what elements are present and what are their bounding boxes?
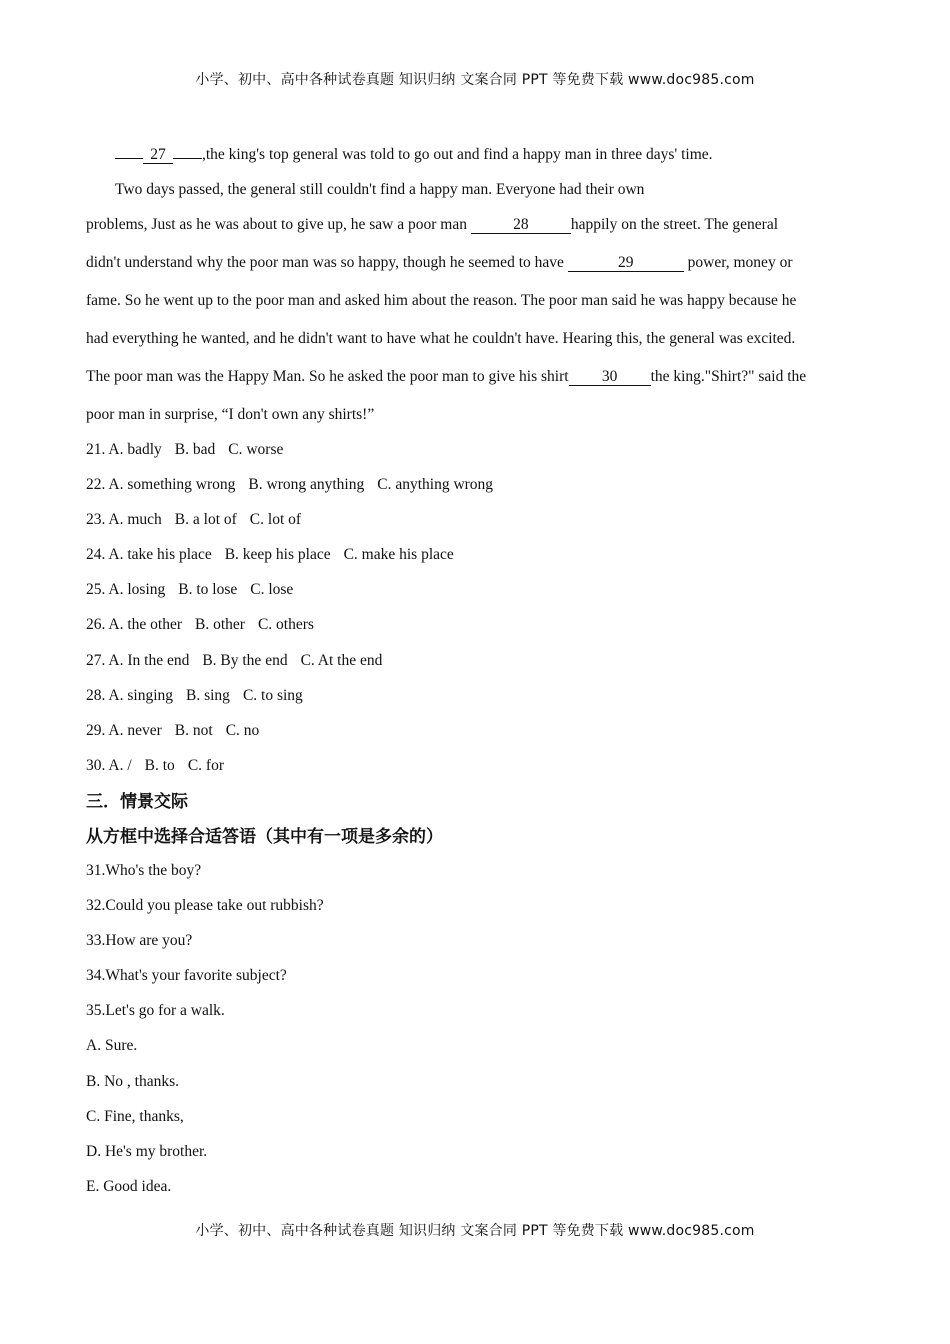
option-row-27 <box>86 651 866 686</box>
option-a: A. losing <box>108 581 166 599</box>
option-a: A. much <box>108 511 162 529</box>
option-number: 28. <box>86 686 106 704</box>
option-c: C. lot of <box>249 511 302 529</box>
option-a: A. singing <box>108 686 173 704</box>
option-row-26 <box>86 615 866 650</box>
document-body <box>86 145 866 1212</box>
option-a: A. take his place <box>108 546 212 564</box>
answer-d: D. He's my brother. <box>86 1142 208 1160</box>
option-b: B. sing <box>186 686 230 704</box>
option-c: C. to sing <box>242 686 303 704</box>
question-32: 32.Could you please take out rubbish? <box>86 897 324 915</box>
option-number: 24. <box>86 546 106 564</box>
page-footer: 小学、初中、高中各种试卷真题 知识归纳 文案合同 PPT 等免费下载 www.doc985.com <box>195 1223 755 1239</box>
option-a: A. badly <box>108 441 162 458</box>
option-number: 26. <box>86 616 106 634</box>
option-c: C. At the end <box>300 651 383 669</box>
passage-line-4-after: power, money or <box>683 254 793 271</box>
option-row-25 <box>86 580 866 615</box>
blank-28: 28 <box>471 216 571 234</box>
question-31: 31.Who's the boy? <box>86 861 202 879</box>
option-number: 25. <box>86 581 106 599</box>
option-b: B. to <box>144 756 175 774</box>
blank-27-trail <box>173 158 202 159</box>
blank-27-number: 27 <box>143 146 173 164</box>
passage-line-3-text: problems, Just as he was about to give up, he saw a poor man <box>86 216 471 233</box>
question-33: 33.How are you? <box>86 932 193 950</box>
options-list <box>86 440 866 791</box>
blank-27 <box>115 158 143 159</box>
passage-line-1 <box>86 145 866 180</box>
option-number: 21. <box>86 441 106 458</box>
section-3-title: 三．情景交际 <box>86 791 188 812</box>
passage-line-1-text: ,the king's top general was told to go out and find a happy man in three days' time. <box>202 146 713 163</box>
option-b: B. bad <box>174 441 216 458</box>
option-c: C. for <box>187 756 224 774</box>
passage-line-5: fame. So he went up to the poor man and asked him about the reason. The poor man said he was happy because he <box>86 292 797 309</box>
passage-line-7 <box>86 367 866 405</box>
passage-line-8: poor man in surprise, “I don't own any shirts!” <box>86 406 375 423</box>
option-b: B. By the end <box>202 651 288 669</box>
option-a: A. In the end <box>108 651 190 669</box>
option-number: 29. <box>86 721 106 739</box>
answer-a: A. Sure. <box>86 1037 138 1055</box>
option-b: B. to lose <box>178 581 238 599</box>
option-row-28 <box>86 686 866 721</box>
option-row-30 <box>86 756 866 791</box>
option-a: A. something wrong <box>108 476 236 494</box>
option-c: C. worse <box>228 441 284 458</box>
option-row-29 <box>86 721 866 756</box>
page-header: 小学、初中、高中各种试卷真题 知识归纳 文案合同 PPT 等免费下载 www.doc985.com <box>195 72 755 88</box>
passage-line-7-after: the king."Shirt?" said the <box>650 368 807 385</box>
section-3-instruction: 从方框中选择合适答语（其中有一项是多余的） <box>86 826 443 847</box>
option-row-22 <box>86 475 866 510</box>
option-number: 22. <box>86 476 106 494</box>
option-b: B. a lot of <box>174 511 237 529</box>
option-row-23 <box>86 510 866 545</box>
blank-30: 30 <box>569 368 651 386</box>
option-number: 23. <box>86 511 106 529</box>
passage-line-6: had everything he wanted, and he didn't want to have what he couldn't have. Hearing this, the general was excited. <box>86 330 796 347</box>
option-row-24 <box>86 545 866 580</box>
answer-e: E. Good idea. <box>86 1177 172 1195</box>
option-number: 27. <box>86 651 106 669</box>
option-number: 30. <box>86 756 106 774</box>
option-b: B. wrong anything <box>248 476 365 494</box>
passage-line-4 <box>86 253 866 291</box>
passage-line-4-text: didn't understand why the poor man was so happy, though he seemed to have <box>86 254 568 271</box>
answer-choices <box>86 1036 866 1211</box>
option-c: C. anything wrong <box>377 476 494 494</box>
dialogue-questions <box>86 861 866 1036</box>
question-35: 35.Let's go for a walk. <box>86 1002 225 1020</box>
option-row-21 <box>86 440 866 475</box>
option-c: C. lose <box>250 581 294 599</box>
option-c: C. others <box>257 616 314 634</box>
passage-line-3-after: happily on the street. The general <box>570 216 779 233</box>
question-34: 34.What's your favorite subject? <box>86 967 287 985</box>
answer-b: B. No , thanks. <box>86 1072 179 1090</box>
option-b: B. keep his place <box>224 546 331 564</box>
option-c: C. no <box>225 721 260 739</box>
option-b: B. other <box>195 616 245 634</box>
option-c: C. make his place <box>343 546 454 564</box>
option-a: A. never <box>108 721 162 739</box>
answer-c: C. Fine, thanks, <box>86 1107 184 1125</box>
blank-29: 29 <box>568 254 684 272</box>
passage-line-7-text: The poor man was the Happy Man. So he asked the poor man to give his shirt <box>86 368 569 385</box>
option-a: A. the other <box>108 616 183 634</box>
option-a: A. / <box>108 756 132 774</box>
option-b: B. not <box>174 721 213 739</box>
passage-line-3 <box>86 215 866 253</box>
passage-line-2: Two days passed, the general still couldn't find a happy man. Everyone had their own <box>115 181 645 198</box>
